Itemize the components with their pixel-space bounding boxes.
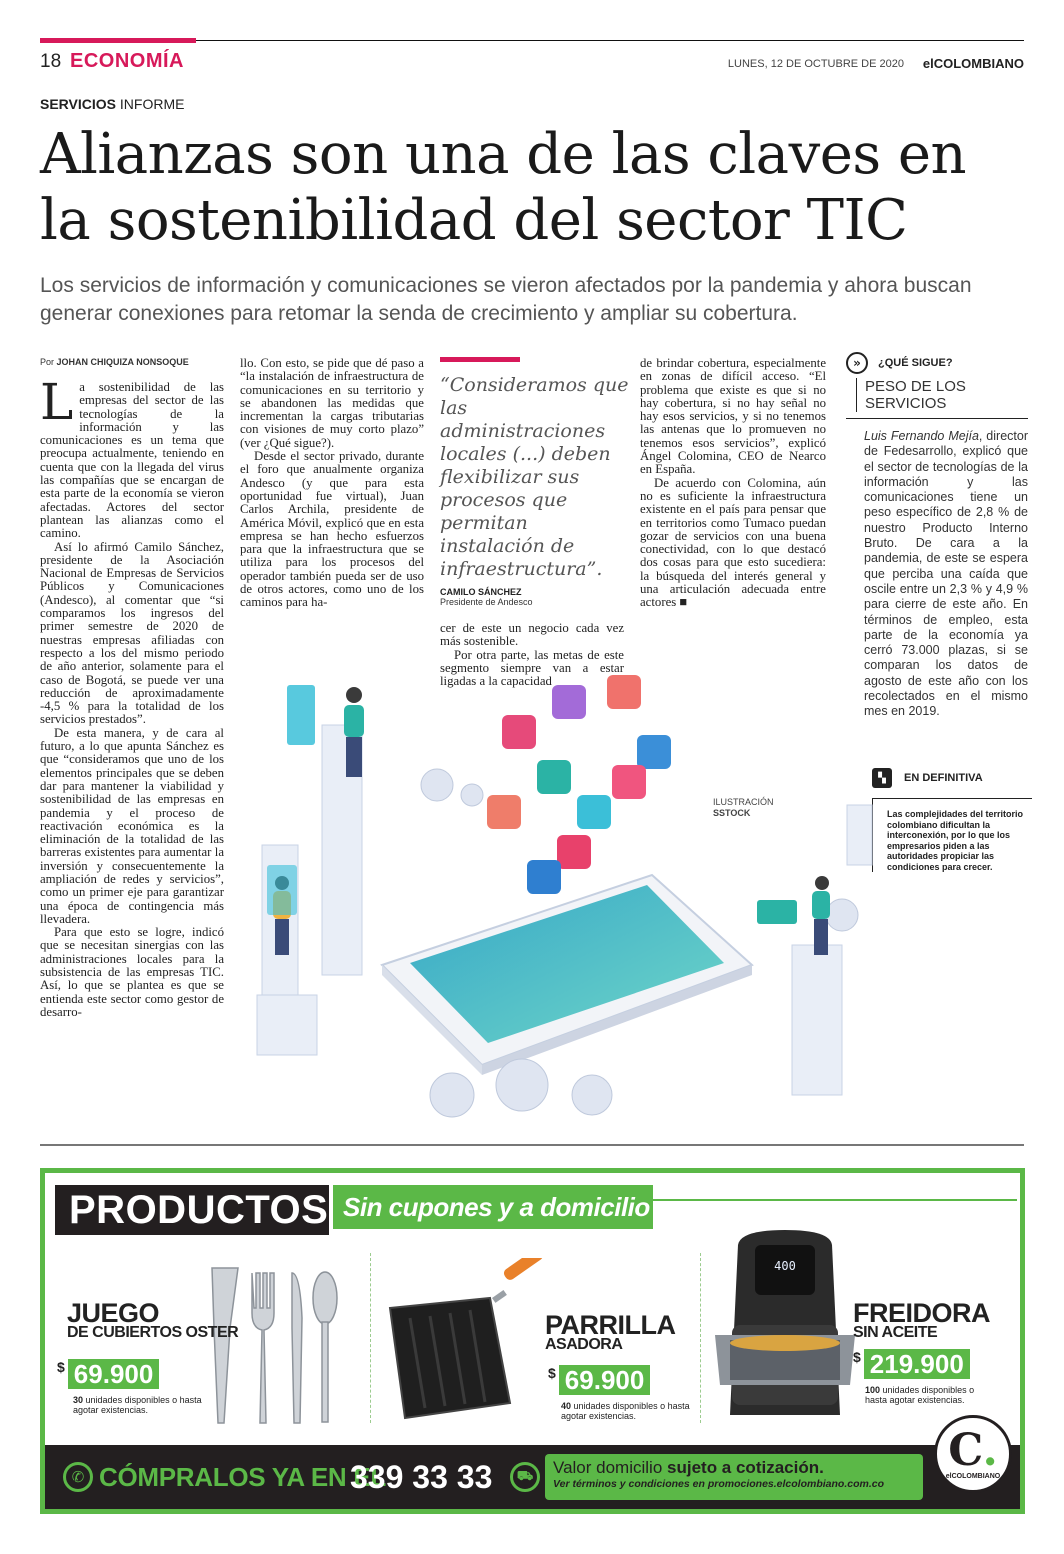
- currency: $: [853, 1349, 861, 1365]
- article-column-4: [640, 357, 826, 610]
- currency: $: [548, 1365, 556, 1381]
- terms-text: Ver términos y condiciones en promociones.elcolombiano.com.co: [553, 1478, 885, 1490]
- quote-author: CAMILO SÁNCHEZ: [440, 587, 522, 597]
- byline-author: JOHAN CHIQUIZA NONSOQUE: [56, 357, 189, 367]
- divider: [370, 1253, 371, 1423]
- phone-number: 339 33 33: [350, 1459, 493, 1495]
- paragraph: [40, 373, 224, 541]
- sidebar-person: Luis Fernando Mejía: [864, 429, 979, 443]
- product-subtitle: SIN ACEITE: [853, 1324, 938, 1341]
- stock-note: [865, 1385, 995, 1405]
- page-number: 18: [40, 51, 62, 72]
- delivery-line: [553, 1458, 915, 1478]
- product-subtitle: DE CUBIERTOS OSTER: [67, 1324, 239, 1341]
- paragraph: cer de este un negocio cada vez más sostenible.: [440, 621, 624, 649]
- product-price: [548, 1365, 650, 1395]
- ad-footer: [45, 1424, 1020, 1509]
- paragraph: Así lo afirmó Camilo Sánchez, presidente de la Asociación Nacional de Empresas de Servicios Públicos y Comunicaciones (Andesco), al comentar que “si comparamos los ingresos del primer semestre de 2020 de nuestras empresas afiliadas con respecto a los del mismo periodo de año anterior, solamente para el caso de Bogotá, se puede ver una reducción de aproximadamente -4,5 % para la totalidad de los servicios prestados”.: [40, 539, 224, 727]
- paragraph: De acuerdo con Colomina, aún no es suficiente la infraestructura existente en el país para pensar que en territorios como Tumaco puedan gozar de servicios con una buena conectividad, con lo que destacó dos cosas para que esto sucediera: la búsqueda del interés general y una articulación adecuada entre actores ■: [640, 475, 826, 610]
- note: unidades disponibles o hasta agotar existencias.: [865, 1385, 975, 1405]
- paragraph: llo. Con esto, se pide que dé paso a “la instalación de infraestructura de comunicaciones en su territorio y se abandonen las medidas que incrementan la cargas tributarias con visiones de muy corto plazo” (ver ¿Qué sigue?).: [240, 356, 424, 450]
- double-chevron-icon: »: [846, 352, 868, 374]
- logo-c: C: [948, 1424, 983, 1476]
- note: unidades disponibles o hasta agotar existencias.: [73, 1395, 202, 1415]
- sidebar-header: [846, 352, 1028, 374]
- sidebar-title: PESO DE LOS SERVICIOS: [856, 378, 1028, 412]
- page-header: [40, 40, 1024, 74]
- divider: [846, 418, 1028, 419]
- brand-prefix: el: [922, 56, 934, 71]
- paragraph: Para que esto se logre, indicó que se necesitan sinergias con las administraciones locales para la subsistencia de las empresas TIC. Así, lo que se plantea es que se entienda este sector como gestor de desarro-: [40, 925, 224, 1019]
- sidebar-label: ¿QUÉ SIGUE?: [878, 357, 953, 369]
- price-value: 219.900: [864, 1349, 970, 1379]
- phone-icon: ✆: [63, 1462, 93, 1492]
- byline: [40, 357, 224, 367]
- product-title: PARRILLA: [545, 1310, 676, 1340]
- kicker-rest: INFORME: [119, 96, 185, 112]
- product-name: [67, 1298, 239, 1341]
- credit-source: SSTOCK: [713, 808, 751, 818]
- paragraph: De esta manera, y de cara al futuro, a lo que apunta Sánchez es que “consideramos que uno de los elementos principales que se deben dar para mantener la viabilidad y sostenibilidad de las empresas en pandemia y el proceso de reactivación económica es la eliminación de la totalidad de las barreras existentes para aumentar la inversión y consecuentemente la ampliación de redes y servicios”, como un primer eje para garantizar una época de contingencia más llevadera.: [40, 725, 224, 926]
- elcolombiano-logo: [934, 1415, 1012, 1493]
- grill-pan-image: [380, 1258, 550, 1423]
- product-subtitle: ASADORA: [545, 1336, 623, 1353]
- ad-separator: [40, 1144, 1024, 1146]
- quote-accent-bar: [440, 357, 520, 362]
- deck: Los servicios de información y comunicaciones se vieron afectados por la pandemia y ahora buscan generar conexiones para retomar la senda de crecimiento y ampliar su cobertura.: [40, 274, 972, 325]
- price-value: 69.900: [559, 1365, 651, 1395]
- call-to-action: CÓMPRALOS YA EN EL: [99, 1462, 386, 1492]
- logo-dot: .: [982, 1424, 998, 1476]
- newspaper-logo: [923, 56, 1024, 71]
- note: unidades disponibles o hasta agotar existencias.: [561, 1401, 690, 1421]
- stock-note: [73, 1395, 203, 1415]
- definitiva-header: [872, 768, 1032, 788]
- brand-name: COLOMBIANO: [933, 56, 1024, 71]
- product-name: [853, 1298, 990, 1341]
- drop-cap: L: [40, 373, 74, 431]
- section-accent-bar: [40, 38, 196, 43]
- credit-label: ILUSTRACIÓN: [713, 797, 774, 807]
- fryer-display: 400: [774, 1259, 796, 1273]
- article-column-1: [40, 357, 224, 1019]
- product-title: JUEGO: [67, 1298, 160, 1328]
- paragraph: Por otra parte, las metas de este segmento siempre van a estar ligadas a la capacidad: [440, 647, 624, 689]
- product-price: [853, 1349, 970, 1379]
- definitiva-text: Las complejidades del territorio colombiano dificultan la interconexión, por lo que los empresarios piden a las autoridades propiciar las condiciones para crecer.: [872, 798, 1032, 872]
- section-name: ECONOMÍA: [70, 50, 184, 72]
- paragraph: Desde el sector privado, durante el foro que anualmente organiza Andesco (y que para esta oportunidad fue virtual), Juan Carlos Archila, presidente de América Móvil, explicó que en esta empresa se han hecho esfuerzos para que la infraestructura que se utiliza para los procesos del operador también pueda ser de uso de otros actores, como uno de los caminos para ha-: [240, 449, 424, 610]
- headline: Alianzas son una de las claves en la sostenibilidad del sector TIC: [40, 122, 967, 253]
- product-name: [545, 1310, 676, 1353]
- logo-letter: [948, 1424, 998, 1476]
- delivery-truck-icon: ⛟: [510, 1462, 540, 1492]
- ad-line: [645, 1199, 1017, 1201]
- issue-date: LUNES, 12 DE OCTUBRE DE 2020: [727, 58, 904, 70]
- sidebar-en-definitiva: [872, 768, 1032, 872]
- ad-tagline: Sin cupones y a domicilio: [333, 1185, 653, 1229]
- quote-role: Presidente de Andesco: [440, 597, 533, 607]
- paragraph-text: a sostenibilidad de las empresas del sector de las tecnologías de la información y las comunicaciones es un tema que preocupa actualmente, teniendo en cuenta que con la llegada del virus las compañías que se encargan de esta parte de la economía se vieron afectadas. Actores del sector plantean las alianzas como el camino.: [40, 380, 224, 541]
- smartphone-apps-illustration: [232, 665, 882, 1135]
- article-column-2: [240, 357, 424, 610]
- delivery-info: [545, 1454, 923, 1500]
- units: 40: [561, 1401, 572, 1411]
- kicker-bold: SERVICIOS: [40, 96, 116, 112]
- pull-quote: [440, 357, 630, 607]
- ad-title: PRODUCTOS: [55, 1185, 329, 1235]
- pixel-icon: ▚: [872, 768, 892, 788]
- delivery-text: Valor domicilio: [553, 1458, 663, 1477]
- cutlery-image: [200, 1258, 350, 1428]
- products-ad: [40, 1168, 1025, 1514]
- quote-text: “Consideramos que las administraciones locales (...) deben flexibilizar sus procesos que permitan instalación de infraestructura”.: [440, 374, 629, 580]
- delivery-text-bold: sujeto a cotización.: [667, 1458, 824, 1477]
- kicker: [40, 96, 184, 112]
- units: 100: [865, 1385, 881, 1395]
- definitiva-label: EN DEFINITIVA: [904, 772, 983, 784]
- paragraph: de brindar cobertura, especialmente en zonas de difícil acceso. “El problema que existe es que si no hay cobertura, si no hay señal no hay esos servicios, y si no tenemos las antenas que lo promueven no tenemos esos servicios”, explicó Ángel Colomina, CEO de Nearco en España.: [640, 356, 826, 477]
- sidebar-body: , director de Fedesarrollo, explicó que el sector de tecnologías de la información y las comunicaciones tiene un peso específico de 2,8 % de nuestro Producto Interno Bruto. De cara a la pandemia, de este se espera que perciba una caída que oscile entre un 2,3 % y 4,9 % para cierre de este año. En términos de empleo, esta parte de la economía ya cerró 73.000 plazas, si se comparan los datos de agosto de este año con los recolectados en el mismo mes en 2019.: [864, 429, 1028, 719]
- byline-prefix: Por: [40, 357, 55, 367]
- logo-text: elCOLOMBIANO: [945, 1472, 1001, 1480]
- stock-note: [561, 1401, 691, 1421]
- product-price: [57, 1359, 159, 1389]
- price-value: 69.900: [68, 1359, 160, 1389]
- divider: [700, 1253, 701, 1423]
- units: 30: [73, 1395, 84, 1405]
- product-title: FREIDORA: [853, 1298, 990, 1328]
- air-fryer-image: [710, 1225, 860, 1430]
- currency: $: [57, 1359, 65, 1375]
